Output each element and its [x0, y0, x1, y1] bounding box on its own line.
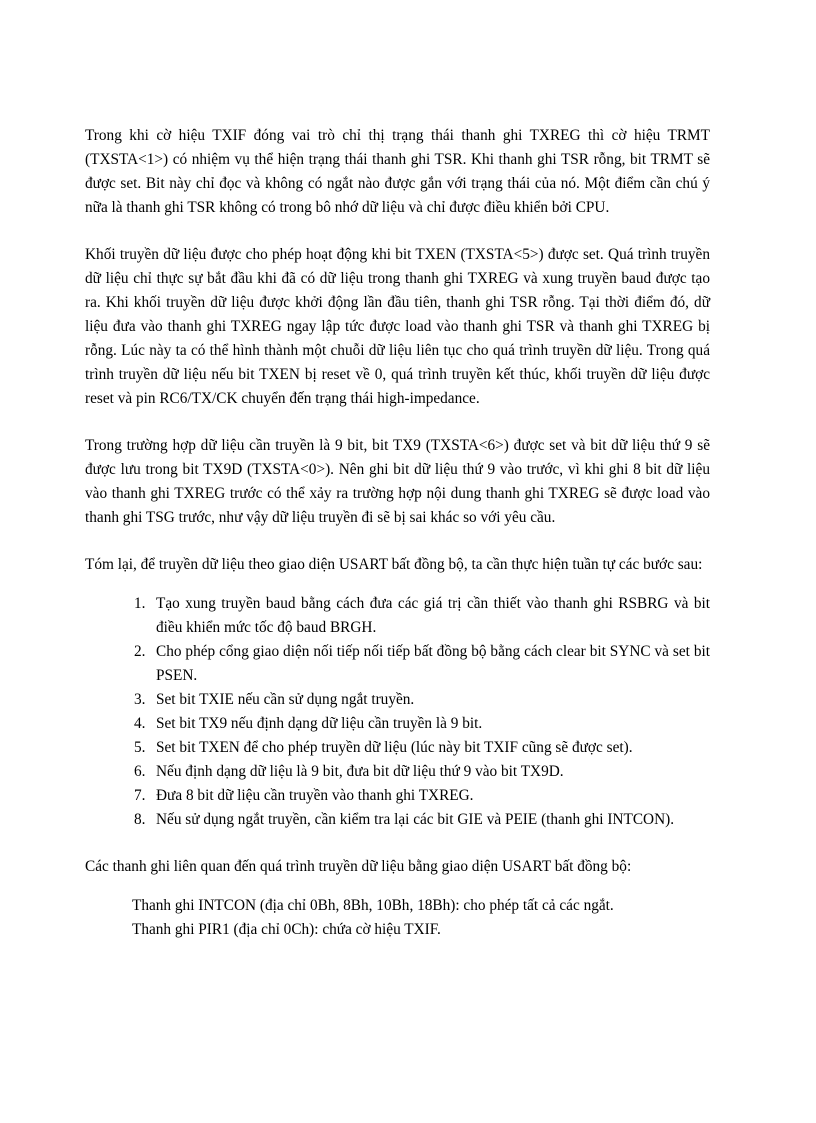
- list-item: Set bit TXEN để cho phép truyền dữ liệu (lúc này bit TXIF cũng sẽ được set).: [156, 739, 633, 756]
- document-page: [85, 124, 710, 942]
- registers-list: [85, 894, 710, 942]
- paragraph-registers-intro: Các thanh ghi liên quan đến quá trình truyền dữ liệu bằng giao diện USART bất đồng bộ:: [85, 858, 632, 875]
- register-line: Thanh ghi INTCON (địa chỉ 0Bh, 8Bh, 10Bh, 18Bh): cho phép tất cả các ngắt.: [132, 897, 614, 914]
- list-item: Đưa 8 bit dữ liệu cần truyền vào thanh ghi TXREG.: [156, 787, 474, 804]
- paragraph-nine-bit: Trong trường hợp dữ liệu cần truyền là 9 bit, bit TX9 (TXSTA<6>) được set và bit dữ liệu thứ 9 sẽ được lưu trong bit TX9D (TXSTA<0>). Nên ghi bit dữ liệu thứ 9 vào trước, vì khi ghi 8 bit dữ liệu vào thanh ghi TXREG trước có thể xảy ra trường hợp nội dung thanh ghi TXREG sẽ được load vào thanh ghi TSG trước, như vậy dữ liệu truyền đi sẽ bị sai khác so với yêu cầu.: [85, 437, 710, 526]
- list-item: Cho phép cổng giao diện nối tiếp nối tiếp bất đồng bộ bằng cách clear bit SYNC và set bit PSEN.: [156, 643, 710, 684]
- list-item: Set bit TXIE nếu cần sử dụng ngắt truyền.: [156, 691, 415, 708]
- list-item: Nếu sử dụng ngắt truyền, cần kiểm tra lại các bit GIE và PEIE (thanh ghi INTCON).: [156, 811, 675, 828]
- paragraph-summary-intro: Tóm lại, để truyền dữ liệu theo giao diện USART bất đồng bộ, ta cần thực hiện tuần tự các bước sau:: [85, 556, 703, 573]
- paragraph-trmt-flag: Trong khi cờ hiệu TXIF đóng vai trò chỉ thị trạng thái thanh ghi TXREG thì cờ hiệu TRMT (TXSTA<1>) có nhiệm vụ thể hiện trạng thái thanh ghi TSR. Khi thanh ghi TSR rỗng, bit TRMT sẽ được set. Bit này chỉ đọc và không có ngắt nào được gắn với trạng thái của nó. Một điểm cần chú ý nữa là thanh ghi TSR không có trong bô nhớ dữ liệu và chỉ được điều khiển bởi CPU.: [85, 127, 710, 216]
- list-item: Set bit TX9 nếu định dạng dữ liệu cần truyền là 9 bit.: [156, 715, 483, 732]
- list-item: Nếu định dạng dữ liệu là 9 bit, đưa bit dữ liệu thứ 9 vào bit TX9D.: [156, 763, 564, 780]
- register-line: Thanh ghi PIR1 (địa chỉ 0Ch): chứa cờ hiệu TXIF.: [132, 921, 441, 938]
- list-item: Tạo xung truyền baud bằng cách đưa các giá trị cần thiết vào thanh ghi RSBRG và bit điều khiển mức tốc độ baud BRGH.: [156, 595, 710, 636]
- paragraph-transmit-enable: Khối truyền dữ liệu được cho phép hoạt động khi bit TXEN (TXSTA<5>) được set. Quá trình truyền dữ liệu chỉ thực sự bắt đầu khi đã có dữ liệu trong thanh ghi TXREG và xung truyền baud được tạo ra. Khi khối truyền dữ liệu được khởi động lần đầu tiên, thanh ghi TSR rỗng. Tại thời điểm đó, dữ liệu đưa vào thanh ghi TXREG ngay lập tức được load vào thanh ghi TSR và thanh ghi TXREG bị rỗng. Lúc này ta có thể hình thành một chuỗi dữ liệu liên tục cho quá trình truyền dữ liệu. Trong quá trình truyền dữ liệu nếu bit TXEN bị reset về 0, quá trình truyền kết thúc, khối truyền dữ liệu được reset và pin RC6/TX/CK chuyển đến trạng thái high-impedance.: [85, 246, 710, 407]
- steps-list: [85, 592, 710, 832]
